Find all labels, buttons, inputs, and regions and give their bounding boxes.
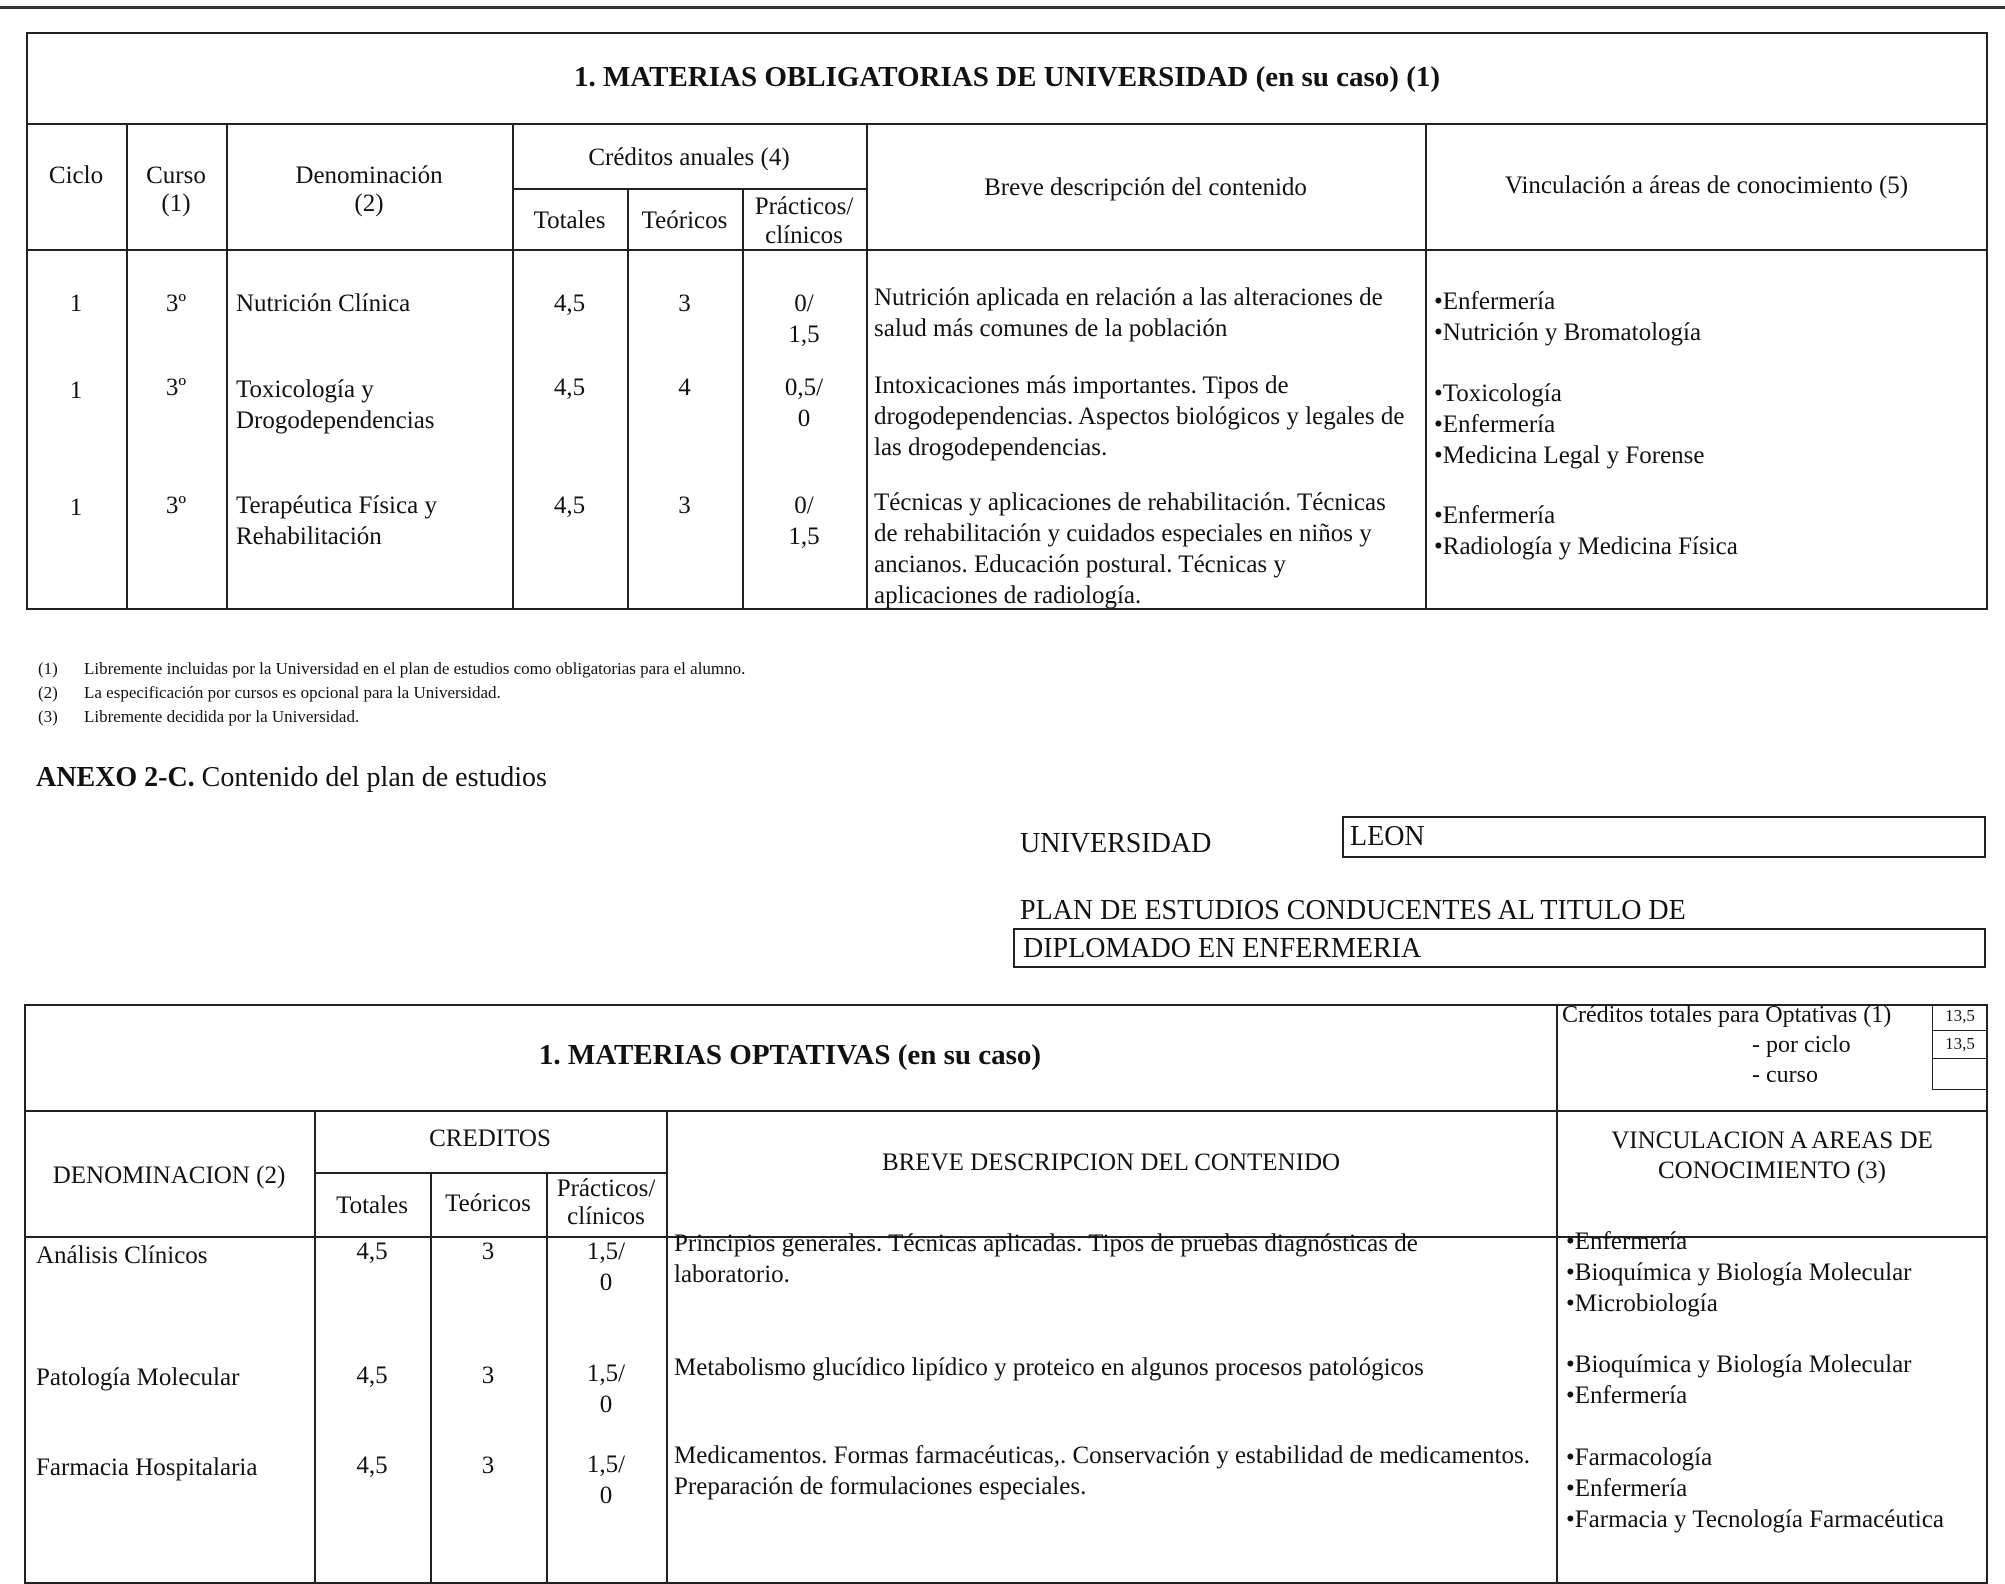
table2-title: 1. MATERIAS OPTATIVAS (en su caso): [538, 1039, 1042, 1071]
footnote-number: (2): [38, 683, 58, 702]
cell-totales: 4,5: [356, 1362, 388, 1389]
header-creditos-anuales: Créditos anuales (4): [588, 144, 790, 171]
cell-areas: [1566, 1349, 1912, 1411]
list-item: • Radiología y Medicina Física: [1434, 531, 1738, 562]
cell-totales: 4,5: [553, 374, 586, 401]
creditos-totales-label: Créditos totales para Optativas (1): [1562, 1002, 1892, 1028]
cell-teoricos: 3: [481, 1362, 495, 1389]
cell-ciclo: 1: [69, 377, 83, 404]
header-creditos: CREDITOS: [429, 1125, 551, 1152]
cell-denominacion: Análisis Clínicos: [36, 1242, 208, 1269]
cell-practicos: 1,5/ 0: [586, 1238, 626, 1296]
list-item: • Medicina Legal y Forense: [1434, 440, 1704, 471]
list-item: • Enfermería: [1566, 1226, 1912, 1257]
cell-teoricos: 4: [678, 374, 691, 401]
cell-practicos: 0/ 1,5: [788, 492, 820, 550]
list-item: • Microbiología: [1566, 1288, 1912, 1319]
cell-denominacion: Nutrición Clínica: [236, 290, 411, 317]
creditos-ciclo-value: 13,5: [1945, 1034, 1975, 1053]
cell-totales: 4,5: [356, 1452, 388, 1479]
cell-teoricos: 3: [678, 492, 691, 519]
cell-teoricos: 3: [481, 1452, 495, 1479]
header-curso: Curso: [146, 162, 206, 189]
cell-practicos: 0/ 1,5: [788, 290, 820, 348]
header-teoricos: Teóricos: [641, 207, 728, 234]
cell-descripcion: Medicamentos. Formas farmacéuticas,. Conservación y estabilidad de medicamentos. Preparación de formulaciones especiales.: [674, 1442, 1530, 1500]
creditos-total-value: 13,5: [1945, 1006, 1975, 1025]
cell-totales: 4,5: [553, 492, 586, 519]
header-descripcion: Breve descripción del contenido: [984, 174, 1307, 201]
cell-totales: 4,5: [356, 1238, 388, 1265]
cell-teoricos: 3: [481, 1238, 495, 1265]
cell-practicos: 0,5/ 0: [784, 374, 824, 432]
header-clinicos: clínicos: [567, 1203, 645, 1230]
footnote-number: (1): [38, 659, 58, 678]
cell-denominacion: Farmacia Hospitalaria: [36, 1454, 258, 1481]
list-item: • Nutrición y Bromatología: [1434, 317, 1701, 348]
titulo-field: [1013, 928, 1986, 968]
list-item: • Enfermería: [1566, 1473, 1944, 1504]
table1-title: 1. MATERIAS OBLIGATORIAS DE UNIVERSIDAD (en su caso) (1): [573, 61, 1441, 93]
cell-areas: [1566, 1226, 1912, 1319]
cell-totales: 4,5: [553, 290, 586, 317]
cell-areas: [1566, 1442, 1944, 1535]
header-clinicos: clínicos: [765, 222, 843, 249]
cell-ciclo: 1: [69, 494, 83, 521]
cell-practicos: 1,5/ 0: [586, 1451, 626, 1509]
cell-denominacion: Terapéutica Física y Rehabilitación: [236, 492, 437, 550]
header-ciclo: Ciclo: [48, 162, 104, 189]
list-item: • Enfermería: [1434, 409, 1704, 440]
cell-teoricos: 3: [678, 290, 691, 317]
anexo-heading: ANEXO 2-C. Contenido del plan de estudios: [36, 762, 547, 793]
top-border-line: [0, 6, 2005, 9]
header-denominacion: DENOMINACION (2): [52, 1162, 286, 1189]
titulo-value: DIPLOMADO EN ENFERMERIA: [1023, 933, 1422, 964]
header-conocimiento: CONOCIMIENTO (3): [1658, 1157, 1886, 1184]
footnote-text: La especificación por cursos es opcional para la Universidad.: [84, 683, 501, 702]
cell-descripcion: Metabolismo glucídico lipídico y proteico en algunos procesos patológicos: [674, 1354, 1424, 1381]
universidad-field: [1342, 816, 1986, 858]
cell-descripcion: Nutrición aplicada en relación a las alteraciones de salud más comunes de la población: [874, 284, 1383, 342]
list-item: • Farmacia y Tecnología Farmacéutica: [1566, 1504, 1944, 1535]
header-denominacion-note: (2): [354, 190, 384, 217]
por-ciclo-label: - por ciclo: [1752, 1032, 1851, 1058]
list-item: • Bioquímica y Biología Molecular: [1566, 1349, 1912, 1380]
list-item: • Farmacología: [1566, 1442, 1944, 1473]
header-vinculacion: Vinculación a áreas de conocimiento (5): [1504, 172, 1909, 199]
cell-areas: [1434, 286, 1701, 348]
cell-denominacion: Patología Molecular: [36, 1364, 240, 1391]
plan-label: PLAN DE ESTUDIOS CONDUCENTES AL TITULO DE: [1020, 895, 1686, 926]
cell-curso: 3º: [165, 492, 187, 519]
header-totales: Totales: [336, 1192, 408, 1219]
header-descripcion: BREVE DESCRIPCION DEL CONTENIDO: [881, 1149, 1341, 1176]
header-denominacion: Denominación: [295, 162, 443, 189]
cell-descripcion: Técnicas y aplicaciones de rehabilitación. Técnicas de rehabilitación y cuidados especiales en niños y ancianos. Educación postural. Técnicas y aplicaciones de radiología.: [874, 489, 1386, 609]
footnote-text: Libremente incluidas por la Universidad en el plan de estudios como obligatorias para el alumno.: [84, 659, 746, 678]
header-curso-note: (1): [161, 190, 191, 217]
cell-curso: 3º: [165, 290, 187, 317]
footnote-number: (3): [38, 707, 58, 726]
universidad-value: LEON: [1350, 821, 1425, 852]
cell-denominacion: Toxicología y Drogodependencias: [236, 376, 435, 434]
header-totales: Totales: [533, 207, 606, 234]
cell-practicos: 1,5/ 0: [586, 1360, 626, 1418]
cell-areas: [1434, 378, 1704, 471]
list-item: • Enfermería: [1434, 286, 1701, 317]
cell-ciclo: 1: [69, 290, 83, 317]
list-item: • Toxicología: [1434, 378, 1704, 409]
cell-areas: [1434, 500, 1738, 562]
cell-descripcion: Principios generales. Técnicas aplicadas. Tipos de pruebas diagnósticas de laboratorio.: [674, 1230, 1418, 1288]
universidad-label: UNIVERSIDAD: [1020, 828, 1212, 859]
curso-label: - curso: [1752, 1062, 1818, 1088]
cell-descripcion: Intoxicaciones más importantes. Tipos de drogodependencias. Aspectos biológicos y legales de las drogodependencias.: [874, 372, 1405, 461]
list-item: • Bioquímica y Biología Molecular: [1566, 1257, 1912, 1288]
header-practicos: Prácticos/: [556, 1175, 656, 1202]
list-item: • Enfermería: [1566, 1380, 1912, 1411]
header-vinculacion: VINCULACION A AREAS DE: [1611, 1127, 1933, 1154]
header-teoricos: Teóricos: [445, 1190, 531, 1217]
footnote-text: Libremente decidida por la Universidad.: [84, 707, 360, 726]
list-item: • Enfermería: [1434, 500, 1738, 531]
header-practicos: Prácticos/: [754, 193, 854, 220]
cell-curso: 3º: [165, 374, 187, 401]
